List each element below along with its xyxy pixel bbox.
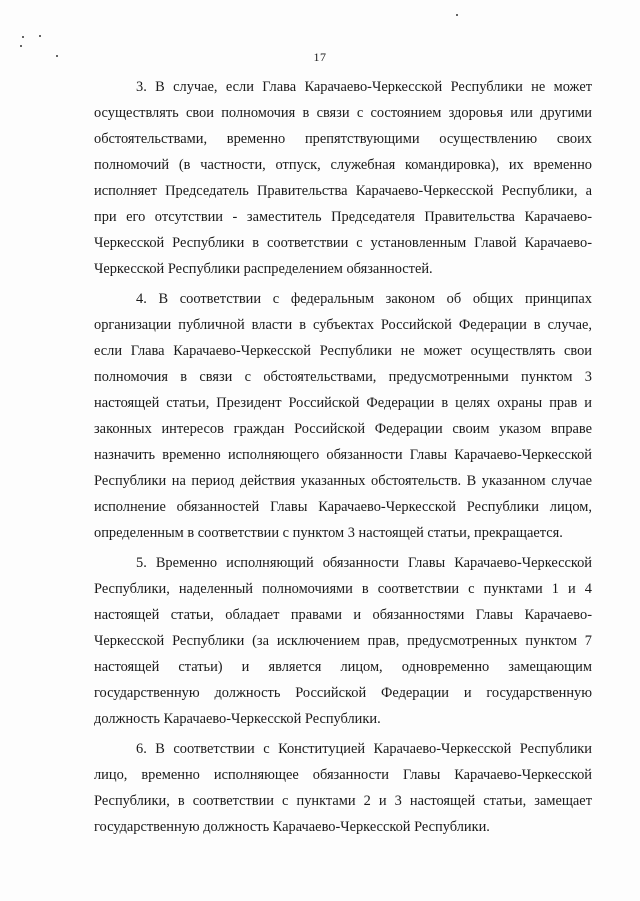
text-line: Черкесской Республики (за исключением прав, предусмотренных пунктом 7	[94, 633, 592, 649]
scan-speck	[39, 35, 41, 37]
text-line: Республики, наделенный полномочиями в соответствии с пунктами 1 и 4	[94, 581, 592, 597]
paragraph-4	[94, 286, 592, 546]
text-line: Республики на период действия указанных обстоятельств. В указанном случае	[94, 473, 592, 489]
text-line: 6. В соответствии с Конституцией Карачаево-Черкесской Республики	[136, 741, 592, 757]
text-line: государственную должность Российской Федерации и государственную	[94, 685, 592, 701]
paragraph-3	[94, 74, 592, 282]
text-line: 4. В соответствии с федеральным законом об общих принципах	[136, 291, 592, 307]
text-line: обстоятельствами, временно препятствующими осуществлению своих	[94, 131, 592, 147]
text-line: настоящей статьи, обладает правами и обязанностями Главы Карачаево-	[94, 607, 592, 623]
scan-speck	[22, 36, 24, 38]
text-line: полномочия в связи с обстоятельствами, предусмотренными пунктом 3	[94, 369, 592, 385]
text-line: лицо, временно исполняющее обязанности Главы Карачаево-Черкесской	[94, 767, 592, 783]
text-line: исполняет Председатель Правительства Карачаево-Черкесской Республики, а	[94, 183, 592, 199]
text-line: назначить временно исполняющего обязанности Главы Карачаево-Черкесской	[94, 447, 592, 463]
text-line: настоящей статьи, Президент Российской Федерации в целях охраны прав и	[94, 395, 592, 411]
text-line: настоящей статьи) и является лицом, одновременно замещающим	[94, 659, 592, 675]
text-line: должность Карачаево-Черкесской Республики.	[94, 711, 381, 727]
text-line: исполнение обязанностей Главы Карачаево-Черкесской Республики лицом,	[94, 499, 592, 515]
text-line: организации публичной власти в субъектах Российской Федерации в случае,	[94, 317, 592, 333]
text-line: при его отсутствии - заместитель Председателя Правительства Карачаево-	[94, 209, 592, 225]
scan-speck	[20, 45, 22, 47]
text-line: определенным в соответствии с пунктом 3 настоящей статьи, прекращается.	[94, 525, 563, 541]
document-body	[94, 74, 592, 844]
scan-speck	[456, 14, 458, 16]
text-line: если Глава Карачаево-Черкесской Республики не может осуществлять свои	[94, 343, 592, 359]
text-line: полномочий (в частности, отпуск, служебная командировка), их временно	[94, 157, 592, 173]
text-line: осуществлять свои полномочия в связи с состоянием здоровья или другими	[94, 105, 592, 121]
paragraph-5	[94, 550, 592, 732]
text-line: Республики, в соответствии с пунктами 2 и 3 настоящей статьи, замещает	[94, 793, 592, 809]
text-line: государственную должность Карачаево-Черкесской Республики.	[94, 819, 490, 835]
text-line: 5. Временно исполняющий обязанности Главы Карачаево-Черкесской	[136, 555, 592, 571]
paragraph-6	[94, 736, 592, 840]
text-line: Черкесской Республики в соответствии с установленным Главой Карачаево-	[94, 235, 592, 251]
text-line: Черкесской Республики распределением обязанностей.	[94, 261, 433, 277]
text-line: законных интересов граждан Российской Федерации своим указом вправе	[94, 421, 592, 437]
text-line: 3. В случае, если Глава Карачаево-Черкесской Республики не может	[136, 79, 592, 95]
page-number: 17	[313, 50, 327, 64]
